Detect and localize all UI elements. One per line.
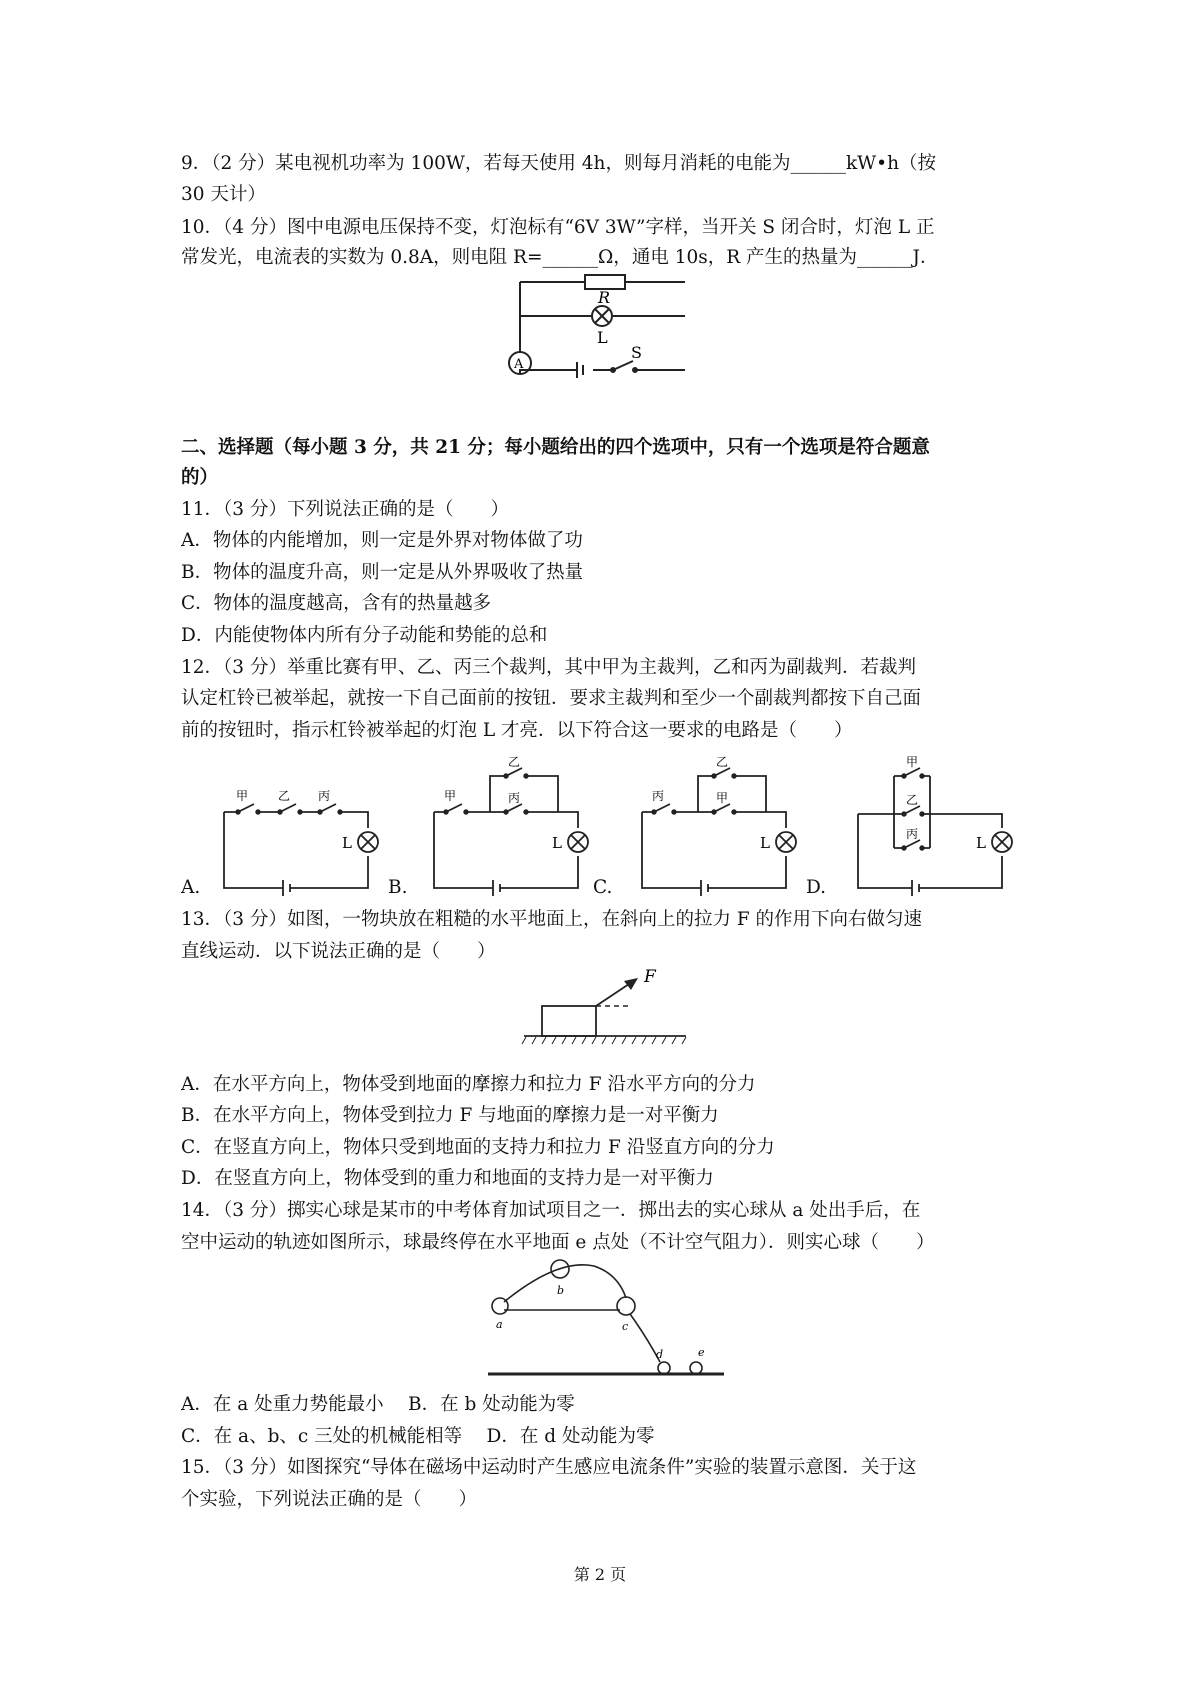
q13-option-b: B．在水平方向上，物体受到拉力 F 与地面的摩擦力是一对平衡力 [181,1105,719,1126]
q11-option-b: B．物体的温度升高，则一定是从外界吸收了热量 [181,562,584,583]
q13-label-F: F [644,967,656,987]
q14-options-cd: C．在 a、b、c 三处的机械能相等 D．在 d 处动能为零 [181,1426,655,1447]
q14-trajectory-figure [486,1252,726,1384]
section2-heading-line1: 二、选择题（每小题 3 分，共 21 分；每小题给出的四个选项中，只有一个选项是符合题意 [181,437,930,458]
q13-block-figure [520,960,690,1060]
q14-line2: 空中运动的轨迹如图所示，球最终停在水平地面 e 点处（不计空气阻力）．则实心球（ ） [181,1232,935,1253]
q12c-label-bing: 丙 [652,789,665,803]
q11-option-d: D．内能使物体内所有分子动能和势能的总和 [181,625,548,646]
q15-line2: 个实验，下列说法正确的是（ ） [181,1489,478,1510]
q11-option-a: A．物体的内能增加，则一定是外界对物体做了功 [181,530,583,551]
q12c-label-yi: 乙 [716,755,729,769]
q12b-label-jia: 甲 [444,789,457,803]
q12a-label-yi: 乙 [278,789,291,803]
q13-line1: 13．（3 分）如图，一物块放在粗糙的水平地面上，在斜向上的拉力 F 的作用下向右做匀速 [181,909,923,930]
q10-label-A: A [514,357,524,372]
q10-right-wire [635,282,685,370]
page-number: 第 2 页 [573,1565,627,1584]
q12a-label-bing: 丙 [318,789,331,803]
q12-line1: 12．（3 分）举重比赛有甲、乙、丙三个裁判，其中甲为主裁判，乙和丙为副裁判．若裁判 [181,657,916,678]
q12-circuit-c [636,752,806,902]
q12-option-d-label: D. [806,877,827,898]
q12d-label-bing: 丙 [906,827,919,841]
q12b-label-yi: 乙 [508,755,521,769]
q10-circuit-figure [505,262,685,418]
q10-label-L: L [597,328,608,347]
q9-line1: 9．（2 分）某电视机功率为 100W，若每天使用 4h，则每月消耗的电能为______kW•h（按 [181,153,936,174]
q14-ball-d [658,1362,670,1374]
q10-line1: 10．（4 分）图中电源电压保持不变，灯泡标有“6V 3W”字样，当开关 S 闭合时，灯泡 L 正 [181,217,935,238]
q14-ball-c [617,1297,635,1315]
q12-circuit-a [218,752,388,902]
q12c-label-jia: 甲 [716,791,729,805]
q15-line1: 15．（3 分）如图探究“导体在磁场中运动时产生感应电流条件”实验的装置示意图．关于这 [181,1457,917,1478]
q12c-label-L: L [760,834,770,852]
q14-ball-a [492,1298,508,1314]
q10-label-R: R [598,288,611,307]
q13-arrowhead [624,978,638,990]
q14-label-b: b [557,1284,565,1297]
q14-line1: 14．（3 分）掷实心球是某市的中考体育加试项目之一．掷出去的实心球从 a 处出手后，在 [181,1200,921,1221]
q12-option-c-label: C. [593,877,613,898]
q13-block [542,1006,596,1036]
q12-option-a-label: A. [181,877,201,898]
q12-option-b-label: B. [388,877,408,898]
q10-switch [605,361,633,370]
q10-line2: 常发光，电流表的实数为 0.8A，则电阻 R=______Ω，通电 10s，R 产生的热量为______J． [181,247,939,268]
q10-resistor [585,275,625,289]
q12a-label-L: L [342,834,352,852]
q12d-label-jia: 甲 [906,755,919,769]
q14-label-c: c [622,1320,629,1333]
q13-option-d: D．在竖直方向上，物体受到的重力和地面的支持力是一对平衡力 [181,1168,714,1189]
q12-circuit-d [852,752,1022,902]
q12d-label-L: L [976,834,986,852]
q12b-label-L: L [552,834,562,852]
q13-line2: 直线运动．以下说法正确的是（ ） [181,941,496,962]
section2-heading-line2: 的） [181,467,219,488]
q13-option-c: C．在竖直方向上，物体只受到地面的支持力和拉力 F 沿竖直方向的分力 [181,1137,775,1158]
q12-circuit-b [428,752,598,902]
q11-option-c: C．物体的温度越高，含有的热量越多 [181,593,492,614]
q12d-label-yi: 乙 [906,793,919,807]
q14-label-d: d [656,1348,664,1361]
q14-options-ab: A．在 a 处重力势能最小 B．在 b 处动能为零 [181,1394,575,1415]
q12-line3: 前的按钮时，指示杠铃被举起的灯泡 L 才亮．以下符合这一要求的电路是（ ） [181,720,853,741]
q12-line2: 认定杠铃已被举起，就按一下自己面前的按钮．要求主裁判和至少一个副裁判都按下自己面 [181,688,922,709]
q14-label-e: e [698,1346,705,1359]
q12a-label-jia: 甲 [236,789,249,803]
q11-stem: 11．（3 分）下列说法正确的是（ ） [181,499,509,520]
q12b-label-bing: 丙 [508,791,521,805]
q14-trajectory-upper [504,1265,626,1302]
q13-option-a: A．在水平方向上，物体受到地面的摩擦力和拉力 F 沿水平方向的分力 [181,1074,756,1095]
q13-force-arrow [596,982,632,1006]
q14-ball-e [690,1362,702,1374]
q14-label-a: a [496,1318,503,1331]
q9-line2: 30 天计） [181,184,266,205]
q10-label-S: S [631,343,642,362]
